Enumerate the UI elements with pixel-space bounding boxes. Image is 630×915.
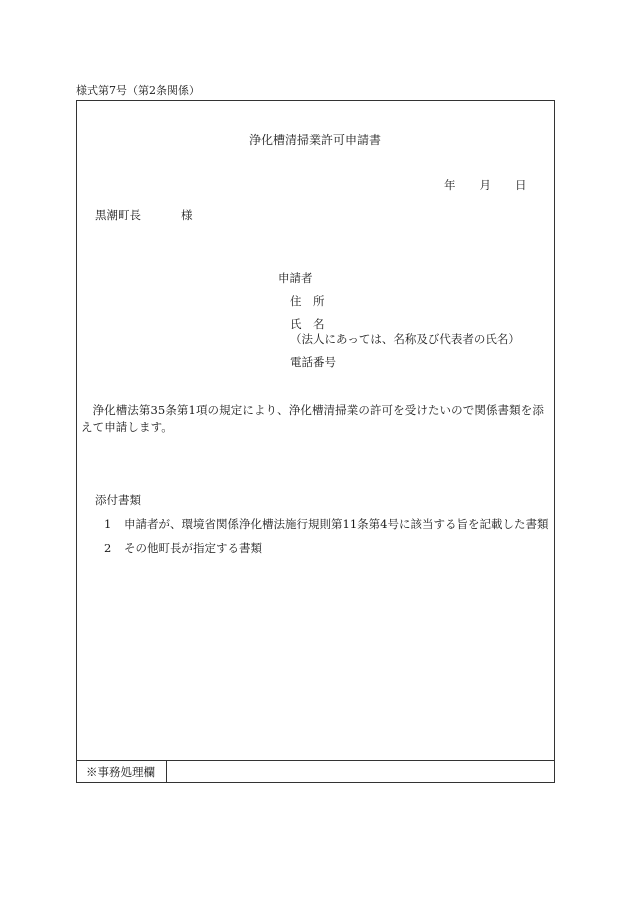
form-frame bbox=[76, 100, 555, 783]
address-label: 住 所 bbox=[290, 294, 325, 308]
applicant-label: 申請者 bbox=[278, 271, 313, 285]
date-day: 日 bbox=[515, 178, 527, 192]
attachment-item bbox=[104, 519, 548, 531]
name-label: 氏 名 bbox=[290, 317, 325, 331]
attachment-text: その他町長が指定する書類 bbox=[124, 541, 262, 555]
name-note: （法人にあっては、名称及び代表者の氏名） bbox=[290, 332, 520, 346]
addressee-name: 黒潮町長 bbox=[95, 208, 141, 222]
attachment-number: 1 bbox=[104, 517, 112, 531]
attachment-number: 2 bbox=[104, 541, 112, 555]
office-use-row bbox=[76, 760, 555, 783]
date-line bbox=[444, 180, 527, 192]
office-use-label: ※事務処理欄 bbox=[86, 765, 155, 779]
date-month: 月 bbox=[479, 178, 491, 192]
phone-label: 電話番号 bbox=[290, 355, 336, 369]
attachment-item bbox=[104, 543, 262, 555]
attachments-title: 添付書類 bbox=[95, 493, 141, 507]
office-use-divider bbox=[166, 761, 167, 783]
form-number: 様式第7号（第2条関係） bbox=[76, 84, 200, 97]
document-title: 浄化槽清掃業許可申請書 bbox=[248, 133, 381, 147]
attachment-text: 申請者が、環境省関係浄化槽法施行規則第11条第4号に該当する旨を記載した書類 bbox=[124, 517, 549, 531]
addressee bbox=[95, 210, 193, 222]
application-statement: 浄化槽法第35条第1項の規定により、浄化槽清掃業の許可を受けたいので関係書類を添えて申請します。 bbox=[81, 403, 544, 434]
date-year: 年 bbox=[444, 178, 456, 192]
addressee-honorific: 様 bbox=[181, 208, 193, 222]
